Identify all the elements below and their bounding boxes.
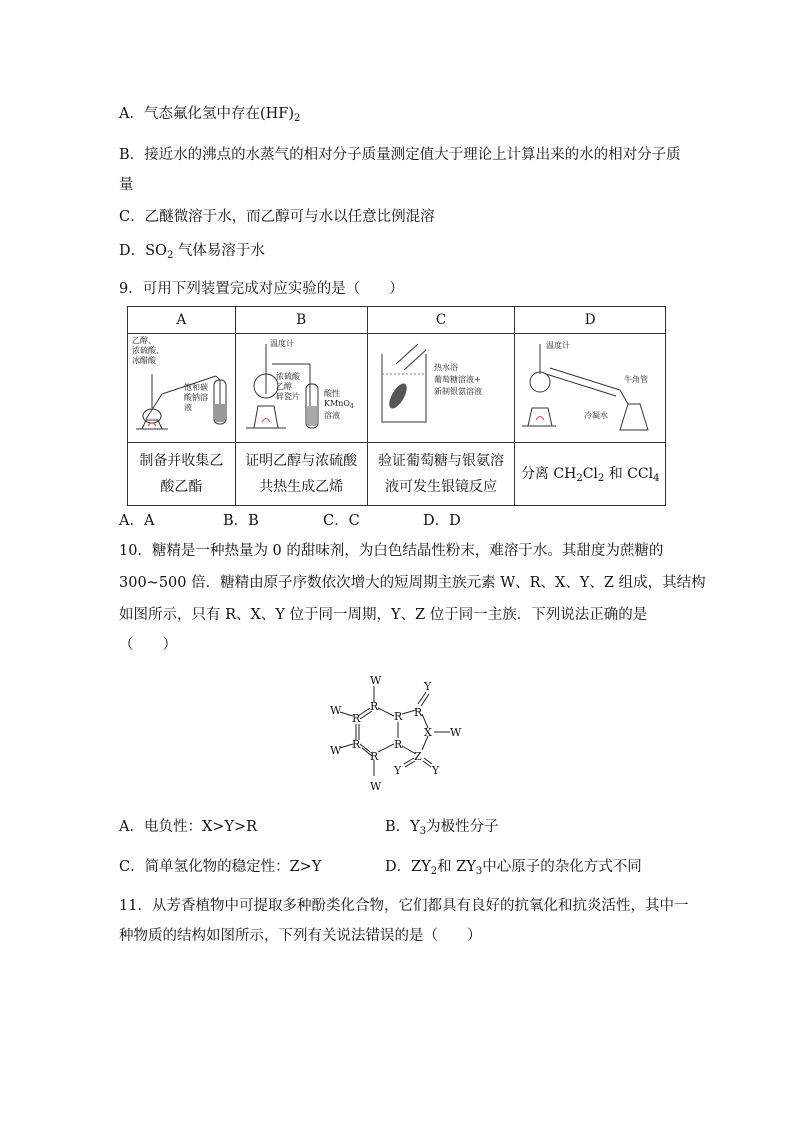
q11-stem-line1: 11．从芳香植物中可提取多种酚类化合物，它们都具有良好的抗氧化和抗炎活性，其中一 <box>119 898 689 914</box>
q10-option-c: C．简单氢化物的稳定性：Z>Y <box>119 859 322 875</box>
atom-z: Z <box>414 750 422 763</box>
q8-option-b-line1: B．接近水的沸点的水蒸气的相对分子质量测定值大于理论上计算出来的水的相对分子质 <box>119 147 681 163</box>
table-header-b: B <box>235 307 367 334</box>
caption-d: 分离 $CH_2Cl_2$ 和 CCl$_4$ <box>515 443 666 506</box>
label-tollens: 新制银氨溶液 <box>433 387 482 396</box>
atom-r-6: R <box>394 738 403 751</box>
table-header-a: A <box>128 307 236 334</box>
q10-option-d: D．$ZY_2$和 $ZY_3$中心原子的杂化方式不同 <box>385 859 642 877</box>
q10-stem-line4: （ ） <box>119 637 177 653</box>
q9-stem: 9．可用下列装置完成对应实验的是（ ） <box>119 281 404 297</box>
q8-option-a: A．气态氟化氢中存在$(HF)_2$ <box>119 106 301 124</box>
silver-mirror-apparatus-diagram <box>368 334 514 438</box>
atom-r-1: R <box>370 700 379 713</box>
label-solution: 溶液 <box>324 411 341 420</box>
table-header-c: C <box>367 307 515 334</box>
apparatus-b-cell <box>235 334 367 443</box>
label-kmno4: KMnO$_4$ <box>324 399 354 410</box>
saccharin-structure-diagram <box>320 672 470 798</box>
q8-option-c: C．乙醚微溶于水，而乙醇可与水以任意比例混溶 <box>119 209 435 225</box>
label-na2co3-3: 液 <box>184 403 193 412</box>
label-reagents-2: 浓硫酸、 <box>132 346 165 355</box>
q10-stem-line3: 如图所示，只有 R、X、Y 位于同一周期，Y、Z 位于同一主族．下列说法正确的是 <box>119 607 648 623</box>
label-acidic: 酸性 <box>324 389 341 398</box>
label-reagents-1: 乙醇、 <box>132 336 157 345</box>
distillation-apparatus-diagram <box>516 334 664 438</box>
atom-r-3: R <box>352 712 361 725</box>
caption-a: 制备并收集乙 酸乙酯 <box>128 443 236 506</box>
esterification-apparatus-diagram <box>128 334 234 438</box>
atom-w-right: W <box>450 726 462 739</box>
label-porcelain: 碎瓷片 <box>276 392 301 401</box>
label-thermometer-d: 温度计 <box>546 341 571 350</box>
label-h2so4: 浓硫酸 <box>276 372 301 381</box>
label-na2co3-1: 饱和碳 <box>184 383 209 392</box>
q9-option-a: A．A <box>119 513 155 529</box>
apparatus-d-cell <box>515 334 666 443</box>
q10-option-b: B．$Y_3$为极性分子 <box>385 819 499 837</box>
atom-y-right: Y <box>432 764 440 777</box>
q9-option-d: D．D <box>423 513 461 529</box>
label-reagents-3: 冰醋酸 <box>132 356 157 365</box>
atom-w-left-bottom: W <box>330 744 342 757</box>
atom-r-4: R <box>352 738 361 751</box>
label-ethanol: 乙醇 <box>276 382 293 391</box>
caption-c: 验证葡萄糖与银氨溶 液可发生银镜反应 <box>367 443 515 506</box>
q10-stem-line1: 10．糖精是一种热量为 0 的甜味剂，为白色结晶性粉末，难溶于水。其甜度为蔗糖的 <box>119 543 664 559</box>
atom-y-left: Y <box>394 764 402 777</box>
q8-option-d: D．$SO_2$ 气体易溶于水 <box>119 243 265 261</box>
caption-b: 证明乙醇与浓硫酸 共热生成乙烯 <box>235 443 367 506</box>
atom-r-2: R <box>394 710 403 723</box>
atom-w-bottom: W <box>370 780 382 793</box>
q8-option-b-line2: 量 <box>119 177 134 193</box>
label-glucose: 葡萄糖溶液+ <box>433 375 481 384</box>
apparatus-a-cell <box>128 334 236 443</box>
atom-r-7: R <box>414 706 423 719</box>
atom-x: X <box>424 726 432 739</box>
q10-option-a: A．电负性：X>Y>R <box>119 819 258 835</box>
q9-options <box>119 511 461 531</box>
label-water-bath: 热水浴 <box>433 363 458 372</box>
ethylene-apparatus-diagram <box>236 334 366 438</box>
q9-experiment-table <box>127 306 666 506</box>
atom-y-top: Y <box>424 680 432 693</box>
q9-option-b: B．B <box>223 513 259 529</box>
q11-stem-line2: 种物质的结构如图所示，下列有关说法错误的是（ ） <box>119 928 482 944</box>
label-adapter: 牛角管 <box>624 375 649 384</box>
apparatus-c-cell <box>367 334 515 443</box>
q10-stem-line2: 300~500 倍．糖精由原子序数依次增大的短周期主族元素 W、R、X、Y、Z 组成，其结构 <box>119 575 706 591</box>
atom-w-top: W <box>370 674 382 687</box>
label-na2co3-2: 酸钠溶 <box>184 393 209 402</box>
atom-r-5: R <box>370 750 379 763</box>
label-cooling-water: 冷凝水 <box>584 411 609 420</box>
atom-w-left-top: W <box>330 704 342 717</box>
label-thermometer-b: 温度计 <box>270 339 295 348</box>
table-header-d: D <box>515 307 666 334</box>
q9-option-c: C．C <box>323 513 360 529</box>
